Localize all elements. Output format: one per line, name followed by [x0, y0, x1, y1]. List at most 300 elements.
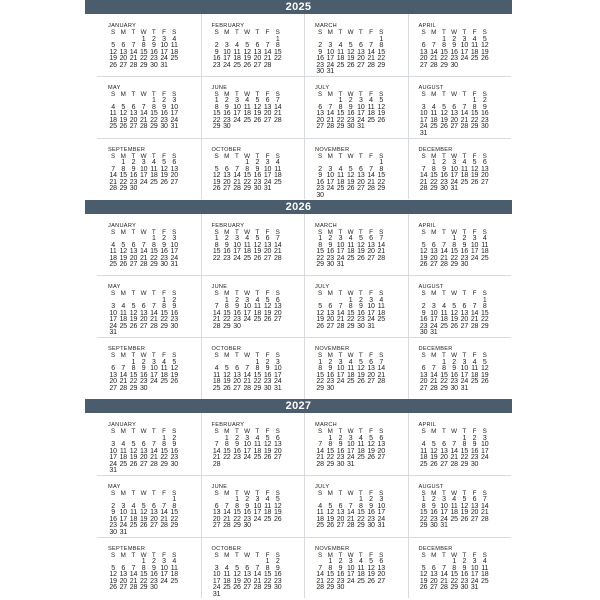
day-cell: 5	[318, 303, 322, 311]
day-cell: 25	[336, 61, 345, 69]
day-cell: 29	[440, 61, 448, 69]
day-cell: 3	[338, 235, 343, 242]
weekday-label: W	[244, 90, 251, 98]
day-cell: 16	[150, 48, 158, 56]
day-cell: 28	[150, 322, 158, 330]
day-cell: 23	[470, 454, 479, 461]
day-cell: 30	[440, 185, 448, 193]
day-cell: 26	[470, 178, 479, 186]
day-cell: 17	[326, 178, 334, 186]
week-row	[315, 462, 408, 469]
day-cell: 26	[357, 378, 365, 386]
weekday-label: S	[275, 352, 280, 360]
weekday-label: F	[265, 90, 270, 98]
month-name: JULY	[315, 483, 330, 490]
day-cell: 15	[326, 571, 334, 579]
day-cell: 22	[440, 378, 448, 386]
day-cell: 13	[481, 165, 489, 173]
day-cell: 14	[481, 502, 489, 510]
month-calendar	[408, 138, 512, 200]
day-cell: 18	[357, 447, 365, 455]
day-cell: 11	[253, 303, 261, 311]
month-name: MAY	[108, 284, 121, 291]
weekday-label: W	[244, 428, 251, 435]
day-cell: 7	[338, 303, 343, 311]
day-cell: 26	[170, 378, 178, 386]
weekday-label: S	[379, 29, 384, 36]
day-cell: 27	[460, 322, 469, 330]
day-cell: 3	[151, 358, 156, 366]
day-cell: 23	[336, 577, 345, 585]
day-cell: 25	[470, 55, 479, 62]
day-cell: 11	[347, 365, 355, 373]
day-cell: 23	[450, 378, 458, 386]
day-cell: 9	[224, 103, 229, 111]
day-cell: 13	[253, 48, 262, 56]
day-cell: 13	[377, 564, 385, 572]
day-cell: 27	[109, 384, 117, 392]
day-cell: 2	[172, 296, 177, 304]
day-cell: 10	[119, 509, 127, 517]
day-cell: 24	[450, 178, 458, 186]
weekday-label: T	[442, 489, 446, 497]
day-cell: 30	[430, 522, 438, 530]
day-cell: 16	[326, 248, 334, 255]
weekday-label: S	[482, 29, 487, 36]
day-cell: 23	[212, 61, 221, 69]
day-cell: 22	[316, 254, 324, 262]
day-cell: 7	[318, 441, 322, 448]
day-cell: 11	[367, 103, 375, 111]
day-cell: 26	[326, 522, 334, 530]
day-cell: 5	[442, 103, 446, 111]
day-cell: 5	[421, 564, 426, 572]
day-cell: 31	[109, 329, 117, 337]
day-cell: 14	[274, 103, 282, 111]
day-cell: 5	[348, 165, 353, 173]
weekday-label: S	[421, 228, 426, 236]
day-cell: 9	[265, 365, 270, 373]
day-cell: 6	[131, 241, 136, 249]
week-row	[315, 262, 408, 269]
day-cell: 20	[357, 178, 365, 186]
weekday-label: W	[140, 228, 147, 236]
day-cell: 17	[223, 55, 231, 62]
day-cell: 24	[357, 116, 365, 124]
day-cell: 24	[109, 460, 117, 468]
day-cell: 13	[419, 48, 428, 56]
day-cell: 23	[243, 515, 251, 523]
day-cell: 18	[129, 515, 138, 523]
day-cell: 27	[263, 254, 272, 262]
day-cell: 12	[109, 571, 117, 579]
weekday-label: S	[317, 352, 323, 360]
day-cell: 18	[119, 316, 127, 324]
weekday-label: M	[327, 428, 333, 435]
day-cell: 28	[243, 384, 251, 392]
day-cell: 23	[326, 378, 334, 386]
day-cell: 20	[367, 248, 375, 255]
day-cell: 2	[328, 235, 333, 242]
day-cell: 3	[348, 558, 353, 566]
day-cell: 2	[431, 496, 436, 504]
weekday-label: S	[214, 428, 219, 435]
weekday-label: T	[338, 228, 343, 236]
day-cell: 6	[379, 558, 384, 566]
month-name: JUNE	[211, 284, 228, 291]
day-cell: 22	[223, 316, 231, 324]
day-cell: 28	[470, 322, 479, 330]
weekday-label: T	[462, 489, 467, 497]
day-cell: 5	[379, 97, 384, 105]
day-cell: 2	[442, 159, 446, 167]
day-cell: 23	[233, 316, 241, 324]
day-cell: 26	[357, 254, 365, 262]
day-cell: 8	[141, 564, 146, 572]
month-name: AUGUST	[418, 284, 444, 291]
day-cell: 25	[109, 123, 117, 131]
day-cell: 8	[379, 165, 384, 173]
day-cell: 21	[160, 515, 168, 523]
day-cell: 10	[243, 441, 251, 448]
day-cell: 17	[160, 571, 168, 579]
day-cell: 4	[462, 159, 467, 167]
day-cell: 1	[141, 558, 146, 566]
day-cell: 17	[150, 371, 158, 379]
week-row	[419, 462, 512, 469]
day-cell: 26	[233, 584, 241, 592]
day-cell: 8	[121, 165, 126, 173]
day-cell: 5	[111, 42, 115, 49]
day-cell: 1	[338, 97, 343, 105]
day-cell: 19	[460, 509, 469, 517]
day-cell: 7	[431, 365, 436, 373]
day-cell: 6	[338, 502, 343, 510]
month-calendar	[408, 337, 512, 399]
day-cell: 4	[358, 558, 363, 566]
day-cell: 12	[263, 441, 272, 448]
day-cell: 3	[245, 434, 249, 442]
day-cell: 30	[450, 61, 458, 69]
day-cell: 5	[265, 434, 270, 442]
weekday-label: M	[327, 90, 333, 98]
day-cell: 23	[170, 316, 178, 324]
weekday-label: M	[327, 290, 333, 298]
weekday-label: M	[327, 228, 333, 236]
day-cell: 5	[452, 303, 456, 311]
day-cell: 27	[430, 584, 438, 592]
weekday-label: T	[358, 290, 363, 298]
day-cell: 22	[274, 55, 282, 62]
weekday-label: W	[140, 152, 147, 160]
day-cell: 11	[223, 571, 231, 579]
day-cell: 10	[440, 502, 448, 510]
month-calendar	[304, 413, 408, 475]
day-cell: 20	[119, 55, 127, 62]
day-cell: 3	[328, 165, 333, 173]
day-cell: 7	[462, 103, 467, 111]
day-cell: 7	[472, 303, 477, 311]
day-cell: 18	[109, 254, 117, 262]
day-cell: 29	[450, 584, 458, 592]
day-cell: 17	[253, 509, 262, 517]
month-name: DECEMBER	[418, 146, 453, 153]
day-cell: 30	[160, 123, 168, 131]
weekday-label: T	[358, 152, 363, 160]
day-cell: 23	[326, 254, 334, 262]
weekday-label: S	[482, 90, 487, 98]
weekday-label: T	[131, 228, 136, 236]
day-cell: 4	[111, 103, 115, 111]
day-cell: 13	[316, 110, 324, 118]
day-cell: 12	[253, 103, 262, 111]
weekday-label: F	[369, 489, 373, 497]
day-cell: 24	[346, 454, 355, 461]
day-cell: 13	[336, 509, 345, 517]
day-cell: 15	[223, 447, 231, 455]
day-cell: 13	[119, 48, 127, 56]
day-cell: 2	[111, 502, 115, 510]
weekday-label: T	[131, 551, 136, 559]
day-cell: 24	[470, 254, 479, 262]
day-cell: 19	[243, 55, 251, 62]
weekday-label: F	[162, 29, 166, 36]
weekday-label: F	[472, 29, 477, 36]
weekday-label: M	[224, 489, 230, 497]
day-cell: 15	[139, 48, 148, 56]
day-cell: 29	[150, 123, 158, 131]
day-cell: 19	[357, 248, 365, 255]
day-cell: 1	[151, 235, 156, 242]
month-calendar	[408, 214, 512, 276]
day-cell: 24	[367, 316, 375, 324]
weekday-label: T	[255, 29, 260, 36]
month-name: APRIL	[418, 23, 437, 29]
day-cell: 10	[450, 165, 458, 173]
day-cell: 20	[139, 316, 148, 324]
calendar-sheet	[85, 0, 512, 600]
day-cell: 1	[275, 35, 280, 43]
weekday-label: T	[151, 152, 156, 160]
day-cell: 10	[367, 303, 375, 311]
day-cell: 16	[223, 110, 231, 118]
day-cell: 21	[243, 378, 251, 386]
day-cell: 7	[265, 42, 270, 49]
day-cell: 13	[274, 441, 282, 448]
month-name: JUNE	[211, 84, 228, 91]
day-cell: 4	[421, 441, 426, 448]
weekday-label: F	[472, 551, 477, 559]
day-cell: 3	[338, 358, 343, 366]
day-cell: 11	[337, 172, 344, 180]
day-cell: 3	[482, 434, 487, 442]
day-cell: 13	[139, 309, 148, 317]
day-cell: 19	[274, 509, 282, 517]
day-cell: 20	[170, 172, 178, 180]
day-cell: 14	[223, 509, 231, 517]
day-cell: 14	[377, 365, 385, 373]
day-cell: 16	[316, 55, 324, 62]
day-cell: 17	[336, 371, 345, 379]
day-cell: 7	[275, 97, 280, 105]
day-cell: 7	[318, 564, 322, 572]
day-cell: 20	[377, 571, 385, 579]
year-block	[85, 0, 512, 200]
day-cell: 20	[233, 378, 241, 386]
day-cell: 10	[160, 42, 168, 49]
day-cell: 28	[129, 584, 138, 592]
weekday-label: T	[255, 290, 260, 298]
day-cell: 10	[223, 48, 231, 56]
day-cell: 10	[336, 365, 345, 373]
weekday-label: T	[255, 90, 260, 98]
weekday-label: W	[451, 29, 458, 36]
day-cell: 26	[129, 460, 138, 468]
day-cell: 24	[243, 454, 251, 461]
day-cell: 5	[472, 159, 477, 167]
weekday-label: S	[421, 290, 426, 298]
day-cell: 24	[119, 522, 127, 530]
day-cell: 20	[419, 55, 428, 62]
day-cell: 27	[430, 261, 438, 268]
day-cell: 5	[255, 235, 260, 242]
day-cell: 15	[470, 110, 479, 118]
day-cell: 6	[328, 303, 333, 311]
day-cell: 4	[348, 358, 353, 366]
day-cell: 20	[470, 509, 479, 517]
day-cell: 20	[460, 316, 469, 324]
day-cell: 21	[223, 515, 231, 523]
day-cell: 18	[223, 577, 231, 585]
day-cell: 8	[358, 502, 363, 510]
day-cell: 21	[274, 248, 282, 255]
weekday-label: M	[431, 489, 437, 497]
day-cell: 16	[336, 447, 345, 455]
day-cell: 8	[275, 42, 280, 49]
day-cell: 30	[316, 191, 324, 199]
day-cell: 30	[336, 460, 345, 468]
day-cell: 19	[377, 110, 385, 118]
day-cell: 12	[274, 502, 282, 510]
day-cell: 7	[224, 502, 229, 510]
day-cell: 4	[245, 235, 249, 242]
day-cell: 3	[224, 42, 229, 49]
day-cell: 12	[170, 365, 178, 373]
day-cell: 14	[450, 447, 458, 455]
day-cell: 18	[450, 509, 458, 517]
day-cell: 14	[440, 248, 448, 255]
day-cell: 17	[481, 447, 489, 455]
weekday-label: S	[172, 290, 177, 298]
day-cell: 17	[440, 509, 448, 517]
day-cell: 11	[471, 365, 478, 373]
day-cell: 27	[440, 460, 448, 468]
weekday-label: M	[327, 352, 333, 360]
day-cell: 19	[129, 454, 138, 461]
day-cell: 10	[109, 447, 117, 455]
weekday-label: T	[358, 90, 363, 98]
day-cell: 8	[131, 365, 136, 373]
day-cell: 22	[326, 454, 334, 461]
day-cell: 18	[253, 447, 262, 455]
day-cell: 15	[223, 309, 231, 317]
day-cell: 2	[348, 97, 353, 105]
day-cell: 7	[442, 564, 446, 572]
month-name: NOVEMBER	[315, 346, 350, 353]
day-cell: 9	[318, 48, 322, 56]
weekday-label: F	[162, 352, 166, 360]
month-name: JANUARY	[108, 422, 137, 428]
day-cell: 12	[160, 165, 168, 173]
day-cell: 11	[420, 447, 428, 455]
day-cell: 25	[119, 322, 127, 330]
day-cell: 7	[379, 358, 384, 366]
weekday-label: S	[379, 290, 384, 298]
weekday-label: T	[338, 489, 343, 497]
weekday-label: W	[244, 489, 251, 497]
weekday-label: W	[347, 29, 354, 36]
day-cell: 22	[150, 254, 158, 262]
day-cell: 4	[431, 103, 436, 111]
day-cell: 4	[131, 502, 136, 510]
day-cell: 7	[421, 165, 426, 173]
day-cell: 20	[109, 378, 117, 386]
day-cell: 14	[430, 48, 438, 56]
day-cell: 25	[440, 322, 448, 330]
day-cell: 24	[336, 254, 345, 262]
day-cell: 23	[139, 378, 148, 386]
weekday-label: T	[358, 352, 363, 360]
week-row	[108, 468, 201, 475]
day-cell: 10	[233, 241, 241, 249]
day-cell: 1	[328, 558, 333, 566]
week-row	[419, 131, 512, 138]
day-cell: 3	[172, 235, 177, 242]
day-cell: 13	[223, 172, 231, 180]
day-cell: 11	[213, 371, 221, 379]
weekday-label: F	[265, 228, 270, 236]
day-cell: 3	[141, 159, 146, 167]
weekday-label: F	[162, 551, 166, 559]
day-cell: 19	[233, 577, 241, 585]
day-cell: 3	[472, 235, 477, 242]
day-cell: 11	[119, 309, 127, 317]
weekday-label: S	[275, 428, 280, 435]
month-calendar	[97, 214, 201, 276]
weekday-label: T	[338, 352, 343, 360]
day-cell: 31	[170, 123, 178, 131]
day-cell: 20	[223, 178, 231, 186]
day-cell: 9	[151, 564, 156, 572]
day-cell: 8	[442, 42, 446, 49]
weekday-label: S	[482, 489, 487, 497]
day-cell: 14	[367, 172, 375, 180]
day-cell: 2	[141, 358, 146, 366]
day-cell: 30	[357, 322, 365, 330]
weekday-label: T	[131, 152, 136, 160]
weekday-label: S	[275, 290, 280, 298]
day-cell: 31	[326, 68, 334, 75]
day-cell: 20	[274, 447, 282, 455]
week-row	[212, 386, 305, 393]
day-cell: 11	[357, 564, 365, 572]
day-cell: 5	[369, 434, 373, 442]
day-cell: 25	[170, 577, 178, 585]
month-calendar	[201, 138, 305, 200]
day-cell: 20	[274, 309, 282, 317]
day-cell: 16	[450, 48, 458, 56]
day-cell: 10	[212, 571, 221, 579]
